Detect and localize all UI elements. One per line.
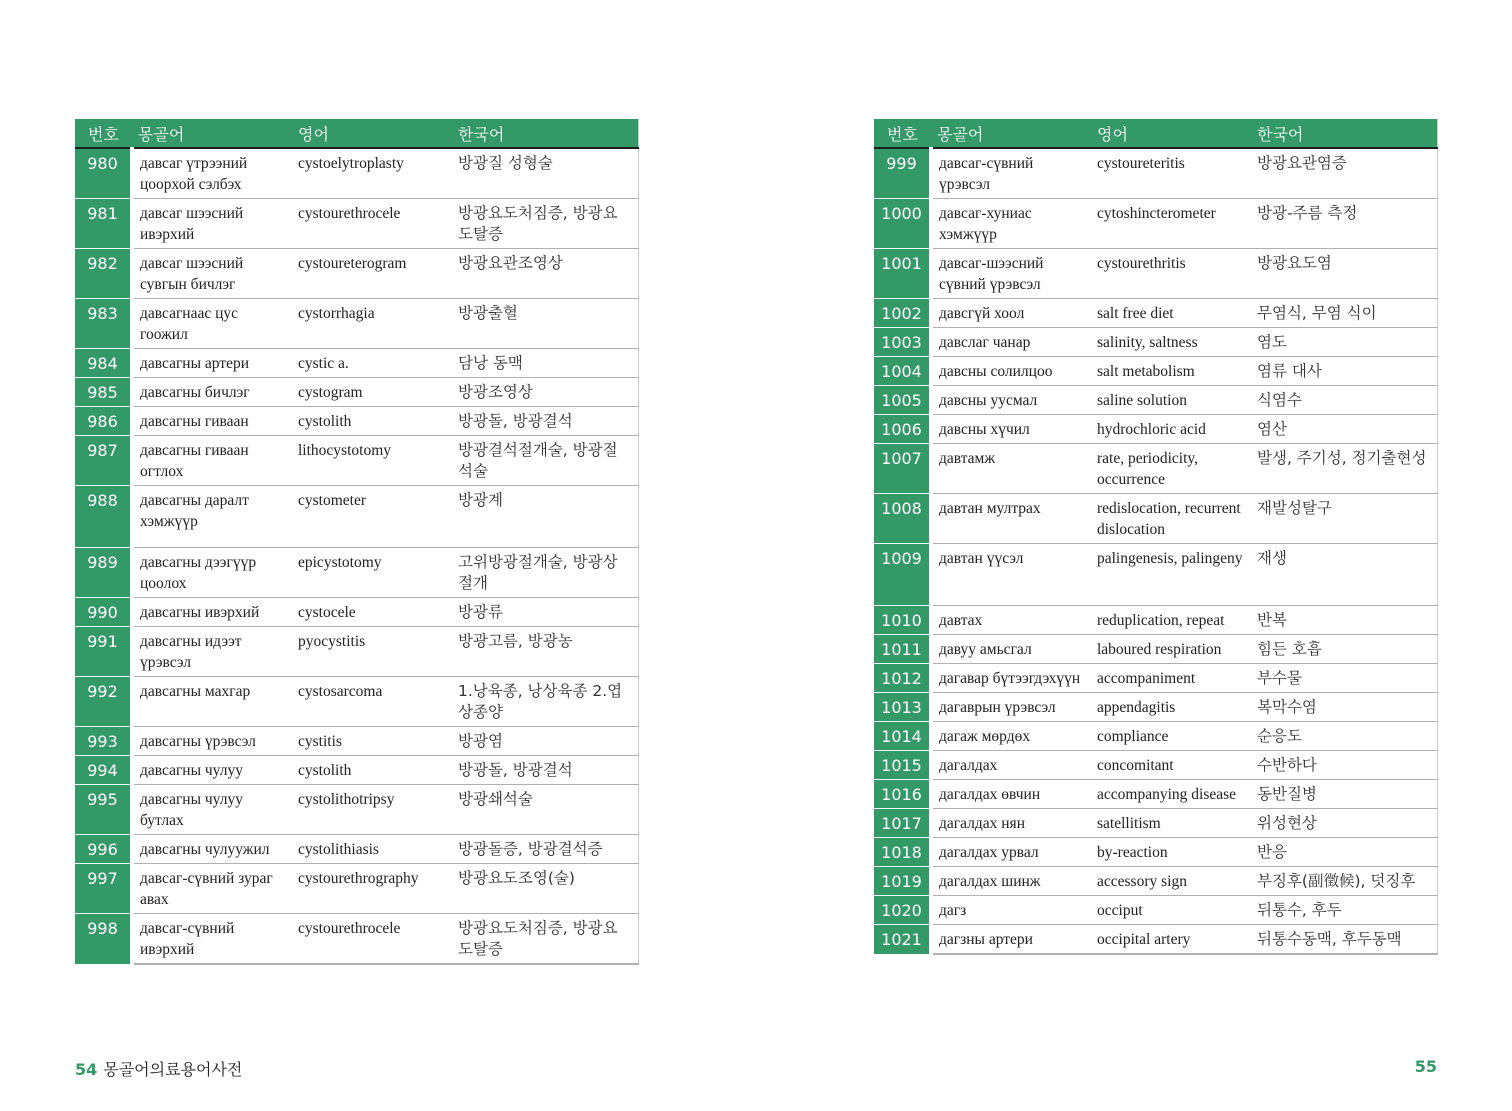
entry-number: 1010 bbox=[874, 606, 931, 635]
entry-number: 991 bbox=[75, 627, 132, 677]
entry-number: 987 bbox=[75, 436, 132, 486]
table-row bbox=[874, 635, 1437, 664]
entry-number: 1013 bbox=[874, 693, 931, 722]
english-term: cystoelytroplasty bbox=[292, 148, 452, 199]
table-row bbox=[874, 544, 1437, 606]
table-row bbox=[874, 838, 1437, 867]
mongolian-term: давсагнаас цус гоожил bbox=[132, 299, 292, 349]
table-row bbox=[874, 444, 1437, 494]
mongolian-term: давсагны гиваан огтлох bbox=[132, 436, 292, 486]
table-row bbox=[75, 299, 638, 349]
mongolian-term: давуу амьсгал bbox=[931, 635, 1091, 664]
table-row bbox=[874, 415, 1437, 444]
english-term: lithocystotomy bbox=[292, 436, 452, 486]
term-table-right bbox=[874, 119, 1438, 955]
korean-term: 방광질 성형술 bbox=[452, 148, 638, 199]
english-term: saline solution bbox=[1091, 386, 1251, 415]
mongolian-term: давсагны гиваан bbox=[132, 407, 292, 436]
english-term: cystourethrography bbox=[292, 864, 452, 914]
english-term: salt free diet bbox=[1091, 299, 1251, 328]
korean-term: 뒤통수동맥, 후두동맥 bbox=[1251, 925, 1437, 955]
korean-term: 복막수염 bbox=[1251, 693, 1437, 722]
korean-term: 방광요관조영상 bbox=[452, 249, 638, 299]
footer-right bbox=[1415, 1057, 1437, 1076]
header-korean: 한국어 bbox=[1251, 119, 1437, 148]
korean-term: 방광돌, 방광결석 bbox=[452, 407, 638, 436]
korean-term: 방광고름, 방광농 bbox=[452, 627, 638, 677]
table-row bbox=[874, 606, 1437, 635]
page-number-right: 55 bbox=[1414, 1057, 1437, 1076]
table-row bbox=[874, 751, 1437, 780]
table-row bbox=[75, 864, 638, 914]
korean-term: 발생, 주기성, 정기출현성 bbox=[1251, 444, 1437, 494]
entry-number: 1015 bbox=[874, 751, 931, 780]
english-term: cystourethrocele bbox=[292, 199, 452, 249]
entry-number: 1006 bbox=[874, 415, 931, 444]
korean-term: 염류 대사 bbox=[1251, 357, 1437, 386]
entry-number: 986 bbox=[75, 407, 132, 436]
english-term: cystitis bbox=[292, 727, 452, 756]
korean-term: 식염수 bbox=[1251, 386, 1437, 415]
table-row bbox=[874, 148, 1437, 199]
english-term: cystocele bbox=[292, 598, 452, 627]
table-row bbox=[75, 548, 638, 598]
korean-term: 염도 bbox=[1251, 328, 1437, 357]
table-row bbox=[75, 148, 638, 199]
english-term: appendagitis bbox=[1091, 693, 1251, 722]
entry-number: 992 bbox=[75, 677, 132, 727]
english-term: cystolithiasis bbox=[292, 835, 452, 864]
entry-number: 1018 bbox=[874, 838, 931, 867]
table-row bbox=[75, 785, 638, 835]
mongolian-term: давслаг чанар bbox=[931, 328, 1091, 357]
table-row bbox=[75, 627, 638, 677]
mongolian-term: давсагны дээгүүр цоолох bbox=[132, 548, 292, 598]
header-number: 번호 bbox=[75, 119, 132, 148]
korean-term: 뒤통수, 후두 bbox=[1251, 896, 1437, 925]
table-row bbox=[874, 357, 1437, 386]
table-row bbox=[874, 494, 1437, 544]
entry-number: 994 bbox=[75, 756, 132, 785]
mongolian-term: давсагны бичлэг bbox=[132, 378, 292, 407]
mongolian-term: давсгүй хоол bbox=[931, 299, 1091, 328]
korean-term: 반응 bbox=[1251, 838, 1437, 867]
english-term: salinity, saltness bbox=[1091, 328, 1251, 357]
english-term: salt metabolism bbox=[1091, 357, 1251, 386]
english-term: laboured respiration bbox=[1091, 635, 1251, 664]
entry-number: 999 bbox=[874, 148, 931, 199]
korean-term: 방광요도조영(술) bbox=[452, 864, 638, 914]
mongolian-term: давсагны артери bbox=[132, 349, 292, 378]
mongolian-term: давсны уусмал bbox=[931, 386, 1091, 415]
mongolian-term: давсагны чулуу bbox=[132, 756, 292, 785]
mongolian-term: давсаг шээсний ивэрхий bbox=[132, 199, 292, 249]
table-row bbox=[874, 896, 1437, 925]
table-row bbox=[75, 914, 638, 965]
entry-number: 1012 bbox=[874, 664, 931, 693]
page-number-left: 54 bbox=[75, 1060, 98, 1079]
korean-term: 방광요관염증 bbox=[1251, 148, 1437, 199]
mongolian-term: дагавар бүтээгдэхүүн bbox=[931, 664, 1091, 693]
entry-number: 997 bbox=[75, 864, 132, 914]
entry-number: 1005 bbox=[874, 386, 931, 415]
english-term: accompanying disease bbox=[1091, 780, 1251, 809]
korean-term: 방광쇄석술 bbox=[452, 785, 638, 835]
korean-term: 수반하다 bbox=[1251, 751, 1437, 780]
korean-term: 방광조영상 bbox=[452, 378, 638, 407]
mongolian-term: давсагны чулуужил bbox=[132, 835, 292, 864]
mongolian-term: давсаг-шээсний сүвний үрэвсэл bbox=[931, 249, 1091, 299]
english-term: cystorrhagia bbox=[292, 299, 452, 349]
korean-term: 반복 bbox=[1251, 606, 1437, 635]
korean-term: 부수물 bbox=[1251, 664, 1437, 693]
entry-number: 1011 bbox=[874, 635, 931, 664]
mongolian-term: давсаг үтрээний цоорхой сэлбэх bbox=[132, 148, 292, 199]
mongolian-term: дагалдах шинж bbox=[931, 867, 1091, 896]
entry-number: 1003 bbox=[874, 328, 931, 357]
entry-number: 1007 bbox=[874, 444, 931, 494]
mongolian-term: давсагны даралт хэмжүүр bbox=[132, 486, 292, 548]
entry-number: 1020 bbox=[874, 896, 931, 925]
entry-number: 982 bbox=[75, 249, 132, 299]
korean-term: 순응도 bbox=[1251, 722, 1437, 751]
korean-term: 재발성탈구 bbox=[1251, 494, 1437, 544]
mongolian-term: давсаг-сүвний зураг авах bbox=[132, 864, 292, 914]
korean-term: 부징후(副徵候), 덧징후 bbox=[1251, 867, 1437, 896]
header-mongolian: 몽골어 bbox=[931, 119, 1091, 148]
table-row bbox=[874, 199, 1437, 249]
header-mongolian: 몽골어 bbox=[132, 119, 292, 148]
mongolian-term: дагаврын үрэвсэл bbox=[931, 693, 1091, 722]
korean-term: 방광결석절개술, 방광절석술 bbox=[452, 436, 638, 486]
entry-number: 993 bbox=[75, 727, 132, 756]
table-row bbox=[75, 727, 638, 756]
korean-term: 방광요도염 bbox=[1251, 249, 1437, 299]
header-english: 영어 bbox=[292, 119, 452, 148]
entry-number: 985 bbox=[75, 378, 132, 407]
mongolian-term: давтах bbox=[931, 606, 1091, 635]
korean-term: 위성현상 bbox=[1251, 809, 1437, 838]
entry-number: 984 bbox=[75, 349, 132, 378]
korean-term: 방광류 bbox=[452, 598, 638, 627]
mongolian-term: давсагны идээт үрэвсэл bbox=[132, 627, 292, 677]
table-row bbox=[874, 722, 1437, 751]
mongolian-term: давсаг шээсний сувгын бичлэг bbox=[132, 249, 292, 299]
table-row bbox=[874, 249, 1437, 299]
korean-term: 방광돌증, 방광결석증 bbox=[452, 835, 638, 864]
entry-number: 1016 bbox=[874, 780, 931, 809]
entry-number: 980 bbox=[75, 148, 132, 199]
mongolian-term: давтамж bbox=[931, 444, 1091, 494]
table-row bbox=[75, 436, 638, 486]
korean-term: 무염식, 무염 식이 bbox=[1251, 299, 1437, 328]
entry-number: 988 bbox=[75, 486, 132, 548]
table-row bbox=[75, 199, 638, 249]
mongolian-term: дагаж мөрдөх bbox=[931, 722, 1091, 751]
english-term: hydrochloric acid bbox=[1091, 415, 1251, 444]
entry-number: 996 bbox=[75, 835, 132, 864]
table-row bbox=[874, 328, 1437, 357]
mongolian-term: дагалдах өвчин bbox=[931, 780, 1091, 809]
mongolian-term: давсагны ивэрхий bbox=[132, 598, 292, 627]
table-row bbox=[75, 598, 638, 627]
mongolian-term: давсаг-сүвний үрэвсэл bbox=[931, 148, 1091, 199]
entry-number: 998 bbox=[75, 914, 132, 965]
entry-number: 1000 bbox=[874, 199, 931, 249]
english-term: cystolith bbox=[292, 407, 452, 436]
english-term: cystourethritis bbox=[1091, 249, 1251, 299]
entry-number: 990 bbox=[75, 598, 132, 627]
entry-number: 1017 bbox=[874, 809, 931, 838]
book-title: 몽골어의료용어사전 bbox=[103, 1060, 243, 1079]
table-row bbox=[75, 407, 638, 436]
table-row bbox=[874, 386, 1437, 415]
table-row bbox=[874, 780, 1437, 809]
table-row bbox=[874, 867, 1437, 896]
entry-number: 1019 bbox=[874, 867, 931, 896]
header-english: 영어 bbox=[1091, 119, 1251, 148]
header-number: 번호 bbox=[874, 119, 931, 148]
english-term: cytoshincterometer bbox=[1091, 199, 1251, 249]
table-row bbox=[75, 835, 638, 864]
mongolian-term: давсаг-хуниас хэмжүүр bbox=[931, 199, 1091, 249]
entry-number: 1008 bbox=[874, 494, 931, 544]
table-row bbox=[75, 349, 638, 378]
mongolian-term: давсагны үрэвсэл bbox=[132, 727, 292, 756]
english-term: occiput bbox=[1091, 896, 1251, 925]
entry-number: 1004 bbox=[874, 357, 931, 386]
korean-term: 힘든 호흡 bbox=[1251, 635, 1437, 664]
header-korean: 한국어 bbox=[452, 119, 638, 148]
english-term: satellitism bbox=[1091, 809, 1251, 838]
mongolian-term: давсагны чулуу бутлах bbox=[132, 785, 292, 835]
entry-number: 981 bbox=[75, 199, 132, 249]
korean-term: 방광돌, 방광결석 bbox=[452, 756, 638, 785]
table-row bbox=[75, 486, 638, 548]
table-header-row bbox=[874, 119, 1437, 148]
english-term: redislocation, recurrent dislocation bbox=[1091, 494, 1251, 544]
english-term: cystourethrocele bbox=[292, 914, 452, 965]
english-term: cystosarcoma bbox=[292, 677, 452, 727]
table-row bbox=[874, 693, 1437, 722]
mongolian-term: давтан үүсэл bbox=[931, 544, 1091, 606]
english-term: cystic a. bbox=[292, 349, 452, 378]
entry-number: 983 bbox=[75, 299, 132, 349]
korean-term: 동반질병 bbox=[1251, 780, 1437, 809]
entry-number: 1014 bbox=[874, 722, 931, 751]
english-term: occipital artery bbox=[1091, 925, 1251, 955]
korean-term: 방광염 bbox=[452, 727, 638, 756]
korean-term: 방광-주름 측정 bbox=[1251, 199, 1437, 249]
english-term: cystogram bbox=[292, 378, 452, 407]
table-row bbox=[874, 925, 1437, 955]
table-row bbox=[75, 756, 638, 785]
english-term: cystoureterogram bbox=[292, 249, 452, 299]
entry-number: 989 bbox=[75, 548, 132, 598]
entry-number: 1021 bbox=[874, 925, 931, 955]
mongolian-term: давсны хүчил bbox=[931, 415, 1091, 444]
table-row bbox=[75, 378, 638, 407]
english-term: accessory sign bbox=[1091, 867, 1251, 896]
english-term: concomitant bbox=[1091, 751, 1251, 780]
mongolian-term: давсаг-сүвний ивэрхий bbox=[132, 914, 292, 965]
table-row bbox=[75, 677, 638, 727]
entry-number: 1002 bbox=[874, 299, 931, 328]
mongolian-term: давтан мултрах bbox=[931, 494, 1091, 544]
table-row bbox=[874, 299, 1437, 328]
korean-term: 1.낭육종, 낭상육종 2.엽상종양 bbox=[452, 677, 638, 727]
english-term: accompaniment bbox=[1091, 664, 1251, 693]
term-table-left bbox=[75, 119, 639, 965]
table-row bbox=[874, 664, 1437, 693]
footer-left bbox=[75, 1057, 242, 1080]
korean-term: 방광요도처짐증, 방광요도탈증 bbox=[452, 199, 638, 249]
english-term: cystolith bbox=[292, 756, 452, 785]
korean-term: 염산 bbox=[1251, 415, 1437, 444]
mongolian-term: дагалдах урвал bbox=[931, 838, 1091, 867]
mongolian-term: давсагны махгар bbox=[132, 677, 292, 727]
entry-number: 1001 bbox=[874, 249, 931, 299]
korean-term: 방광계 bbox=[452, 486, 638, 548]
korean-term: 재생 bbox=[1251, 544, 1437, 606]
table-row bbox=[75, 249, 638, 299]
mongolian-term: дагз bbox=[931, 896, 1091, 925]
table-header-row bbox=[75, 119, 638, 148]
table-row bbox=[874, 809, 1437, 838]
english-term: cystoureteritis bbox=[1091, 148, 1251, 199]
korean-term: 방광요도처짐증, 방광요도탈증 bbox=[452, 914, 638, 965]
english-term: palingenesis, palingeny bbox=[1091, 544, 1251, 606]
english-term: cystolithotripsy bbox=[292, 785, 452, 835]
mongolian-term: дагзны артери bbox=[931, 925, 1091, 955]
english-term: rate, periodicity, occurrence bbox=[1091, 444, 1251, 494]
entry-number: 1009 bbox=[874, 544, 931, 606]
english-term: epicystotomy bbox=[292, 548, 452, 598]
english-term: by-reaction bbox=[1091, 838, 1251, 867]
english-term: cystometer bbox=[292, 486, 452, 548]
english-term: reduplication, repeat bbox=[1091, 606, 1251, 635]
entry-number: 995 bbox=[75, 785, 132, 835]
english-term: compliance bbox=[1091, 722, 1251, 751]
mongolian-term: дагалдах bbox=[931, 751, 1091, 780]
english-term: pyocystitis bbox=[292, 627, 452, 677]
korean-term: 담낭 동맥 bbox=[452, 349, 638, 378]
mongolian-term: давсны солилцоо bbox=[931, 357, 1091, 386]
korean-term: 고위방광절개술, 방광상절개 bbox=[452, 548, 638, 598]
mongolian-term: дагалдах нян bbox=[931, 809, 1091, 838]
korean-term: 방광출혈 bbox=[452, 299, 638, 349]
